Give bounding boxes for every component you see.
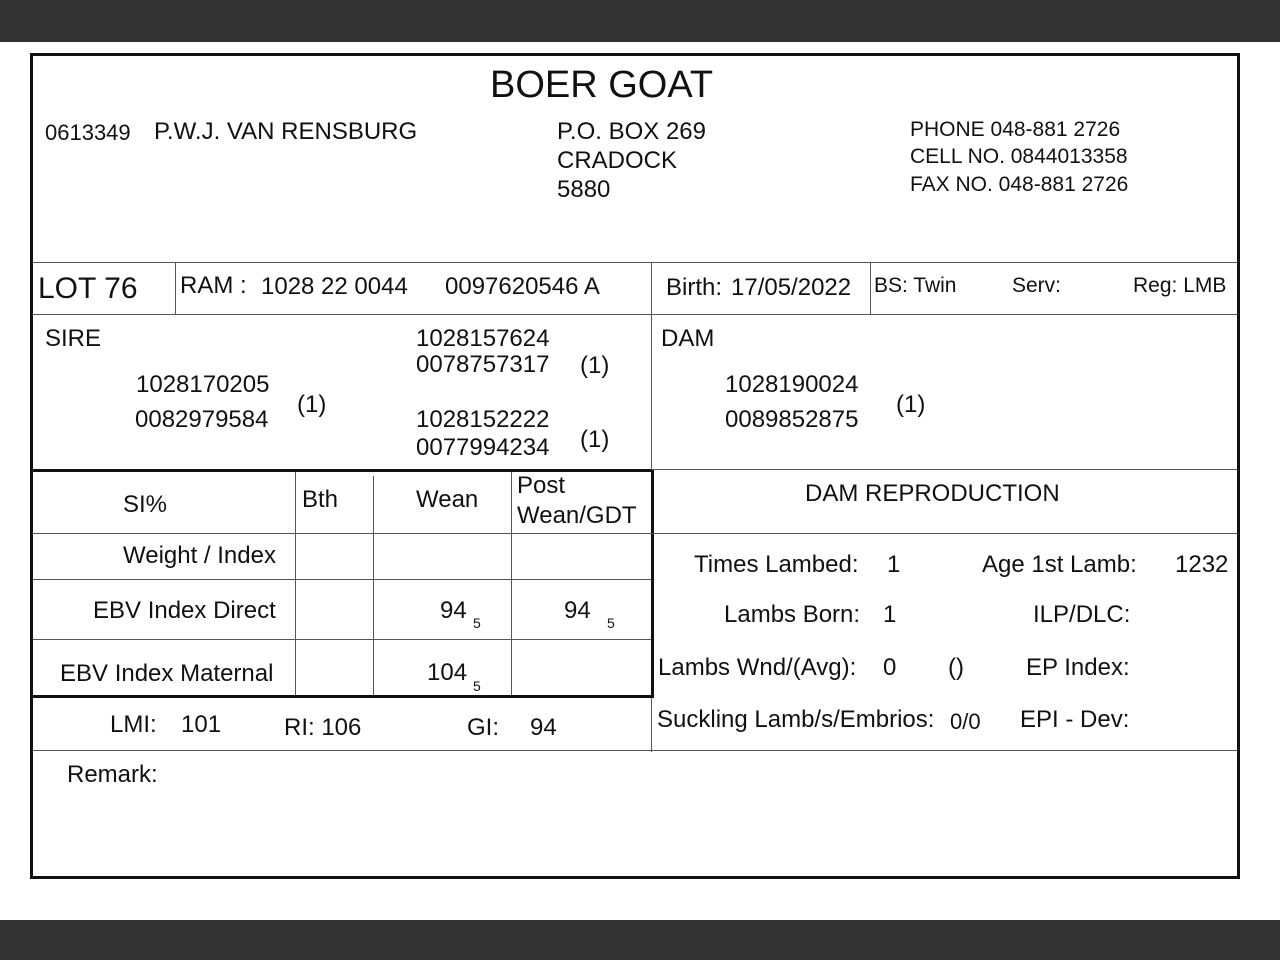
address-line-1: P.O. BOX 269 (557, 118, 706, 145)
sire-code: 0082979584 (135, 406, 269, 433)
top-letterbox-bar (0, 0, 1280, 42)
grand-dam-id: 1028152222 (416, 406, 550, 433)
breeder-id: 0613349 (45, 120, 131, 145)
dam-code: 0089852875 (725, 406, 859, 433)
post-wean-header-line1: Post (517, 472, 566, 499)
age-first-lamb-value: 1232 (1175, 551, 1229, 578)
divider (651, 469, 654, 698)
grand-dam-count: (1) (580, 426, 610, 453)
birth-status: BS: Twin (874, 274, 957, 297)
grand-sire-count: (1) (580, 352, 610, 379)
lambs-weaned-avg: () (948, 654, 964, 681)
divider (33, 533, 1237, 534)
ilp-dlc-label: ILP/DLC: (1033, 601, 1131, 628)
remark-label: Remark: (67, 761, 158, 788)
birth-date: 17/05/2022 (731, 274, 852, 301)
grand-sire-code: 0078757317 (416, 351, 550, 378)
age-first-lamb-label: Age 1st Lamb: (982, 551, 1137, 578)
suckling-label: Suckling Lamb/s/Embrios: (657, 706, 935, 733)
post-wean-header-line2: Wean/GDT (517, 502, 637, 529)
gi-label: GI: (467, 714, 500, 741)
divider (373, 476, 374, 695)
service-label: Serv: (1012, 274, 1062, 297)
gi-value: 94 (530, 714, 557, 741)
sire-label: SIRE (45, 325, 102, 352)
ebv-direct-label: EBV Index Direct (93, 597, 276, 624)
ram-code: 0097620546 A (445, 273, 600, 300)
suckling-value: 0/0 (950, 709, 981, 734)
divider (651, 469, 1237, 470)
animal-record-card (30, 53, 1240, 879)
lambs-born-value: 1 (883, 601, 897, 628)
breeder-name: P.W.J. VAN RENSBURG (154, 118, 418, 145)
divider (870, 262, 871, 314)
ep-index-label: EP Index: (1026, 654, 1130, 681)
cell-number: CELL NO. 0844013358 (910, 145, 1128, 168)
weight-index-label: Weight / Index (123, 542, 276, 569)
ram-label: RAM : (180, 272, 247, 299)
divider (33, 750, 1237, 751)
divider (295, 472, 296, 695)
ebv-direct-post-value: 94 (564, 597, 591, 624)
ram-id: 1028 22 0044 (261, 273, 408, 300)
lambs-born-label: Lambs Born: (724, 601, 861, 628)
divider (511, 472, 512, 695)
lmi-label: LMI: (110, 711, 157, 738)
dam-reproduction-title: DAM REPRODUCTION (805, 480, 1060, 507)
grand-sire-id: 1028157624 (416, 325, 550, 352)
sire-count: (1) (297, 391, 327, 418)
divider (33, 314, 1237, 315)
divider (33, 262, 1237, 263)
grand-dam-code: 0077994234 (416, 434, 550, 461)
divider (175, 262, 176, 314)
lambs-weaned-label: Lambs Wnd/(Avg): (658, 654, 857, 681)
fax-number: FAX NO. 048-881 2726 (910, 173, 1129, 196)
dam-count: (1) (896, 391, 926, 418)
dam-id: 1028190024 (725, 371, 859, 398)
ebv-direct-wean-value: 94 (440, 597, 467, 624)
divider (33, 695, 653, 698)
times-lambed-value: 1 (887, 551, 901, 578)
birth-weight-header: Bth (302, 486, 339, 513)
times-lambed-label: Times Lambed: (694, 551, 859, 578)
lot-number: LOT 76 (38, 272, 138, 305)
divider (33, 639, 651, 640)
lmi-value: 101 (181, 711, 222, 738)
card-title: BOER GOAT (490, 64, 714, 106)
ebv-maternal-wean-value: 104 (427, 659, 468, 686)
epi-dev-label: EPI - Dev: (1020, 706, 1130, 733)
phone-number: PHONE 048-881 2726 (910, 118, 1121, 141)
ri-value: RI: 106 (284, 714, 362, 741)
ebv-direct-wean-accuracy: 5 (473, 615, 481, 631)
lambs-weaned-value: 0 (883, 654, 897, 681)
si-percent-header: SI% (123, 491, 168, 518)
registration: Reg: LMB (1133, 274, 1227, 297)
ebv-maternal-label: EBV Index Maternal (60, 660, 274, 687)
wean-header: Wean (416, 486, 479, 513)
ebv-direct-post-accuracy: 5 (607, 615, 615, 631)
divider (33, 579, 651, 580)
dam-label: DAM (661, 325, 715, 352)
bottom-letterbox-bar (0, 920, 1280, 960)
address-line-2: CRADOCK (557, 147, 678, 174)
sire-id: 1028170205 (136, 371, 270, 398)
address-line-3: 5880 (557, 176, 611, 203)
birth-label: Birth: (666, 274, 723, 301)
ebv-maternal-wean-accuracy: 5 (473, 678, 481, 694)
